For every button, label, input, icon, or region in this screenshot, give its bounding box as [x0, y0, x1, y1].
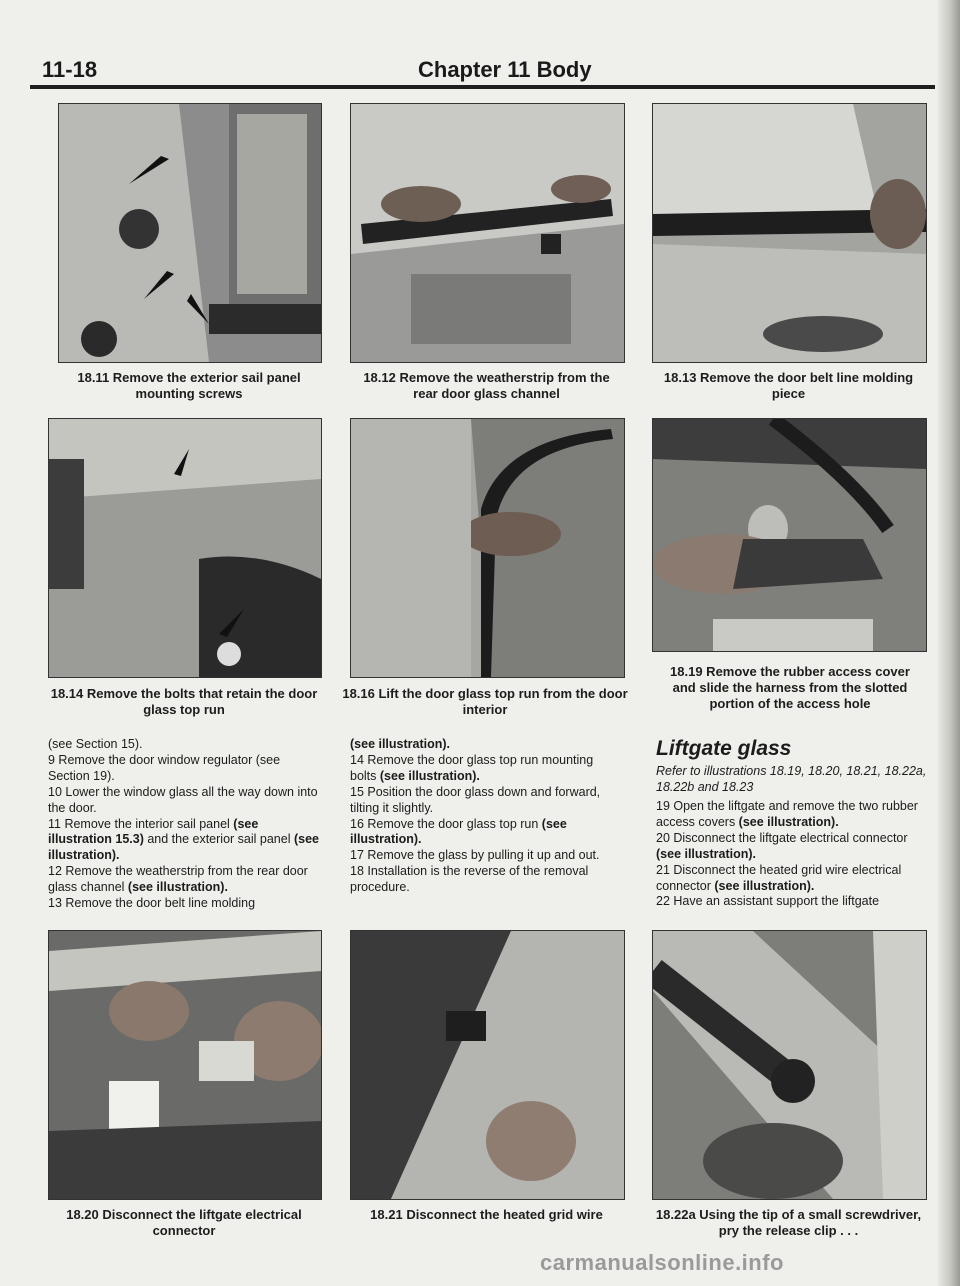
- text-column-2: [350, 737, 623, 896]
- photo-18-13: [652, 103, 927, 363]
- caption-18-21: 18.21 Disconnect the heated grid wire: [370, 1207, 603, 1222]
- paragraph-14: 14 Remove the door glass top run mounting bolts (see illustration).: [350, 752, 594, 783]
- section-heading-liftgate-glass: Liftgate glass: [656, 737, 792, 760]
- paragraph-12: 12 Remove the weatherstrip from the rear door glass channel (see illustration).: [48, 864, 308, 895]
- caption-18-16: 18.16 Lift the door glass top run from the door interior: [342, 686, 628, 717]
- paragraph-20: 20 Disconnect the liftgate electrical connector (see illustration).: [656, 830, 908, 861]
- paragraph-10: 10 Lower the window glass all the way down into the door.: [48, 784, 318, 815]
- photo-18-20: [48, 930, 322, 1200]
- paragraph-13: 13 Remove the door belt line molding: [48, 896, 256, 911]
- refer-illustrations: Refer to illustrations 18.19, 18.20, 18.21, 18.22a, 18.22b and 18.23: [656, 764, 927, 794]
- caption-18-14: 18.14 Remove the bolts that retain the door glass top run: [50, 686, 318, 717]
- paragraph-17: 17 Remove the glass by pulling it up and out.: [350, 848, 600, 863]
- photo-18-14: [48, 418, 322, 678]
- paragraph-18: 18 Installation is the reverse of the removal procedure.: [350, 864, 589, 895]
- caption-18-22a: 18.22a Using the tip of a small screwdriver, pry the release clip . . .: [655, 1207, 922, 1238]
- paragraph-9: 9 Remove the door window regulator (see Section 19).: [48, 752, 281, 783]
- paragraph-21: 21 Disconnect the heated grid wire electrical connector (see illustration).: [656, 862, 902, 893]
- photo-18-12: [350, 103, 625, 363]
- caption-18-19: 18.19 Remove the rubber access cover and slide the harness from the slotted portion of the access hole: [670, 664, 910, 711]
- caption-18-20: 18.20 Disconnect the liftgate electrical connector: [66, 1207, 302, 1238]
- paragraph-22: 22 Have an assistant support the liftgate: [656, 894, 880, 909]
- photo-18-16: [350, 418, 625, 678]
- page-header: [30, 55, 935, 85]
- header-rule: [30, 85, 935, 89]
- photo-18-19: [652, 418, 927, 652]
- paragraph-continued: (see illustration).: [350, 737, 451, 751]
- paragraph-section-ref: (see Section 15).: [48, 737, 143, 751]
- caption-18-12: 18.12 Remove the weatherstrip from the rear door glass channel: [363, 370, 610, 401]
- page-edge-shadow: [938, 0, 960, 1286]
- paragraph-16: 16 Remove the door glass top run (see illustration).: [350, 816, 567, 847]
- page-number: 11-18: [42, 57, 98, 82]
- text-column-1: [48, 737, 320, 912]
- paragraph-11: 11 Remove the interior sail panel (see illustration 15.3) and the exterior sail panel (see illustration).: [48, 816, 319, 863]
- text-column-3: [656, 737, 930, 910]
- photo-18-21: [350, 930, 625, 1200]
- caption-18-11: 18.11 Remove the exterior sail panel mounting screws: [77, 370, 301, 401]
- photo-18-11: [58, 103, 322, 363]
- caption-18-13: 18.13 Remove the door belt line molding piece: [663, 370, 914, 401]
- watermark: carmanualsonline.info: [540, 1250, 784, 1275]
- paragraph-19: 19 Open the liftgate and remove the two rubber access covers (see illustration).: [656, 799, 918, 829]
- photo-18-22a: [652, 930, 927, 1200]
- chapter-title: Chapter 11 Body: [418, 57, 592, 82]
- paragraph-15: 15 Position the door glass down and forward, tilting it slightly.: [350, 784, 601, 815]
